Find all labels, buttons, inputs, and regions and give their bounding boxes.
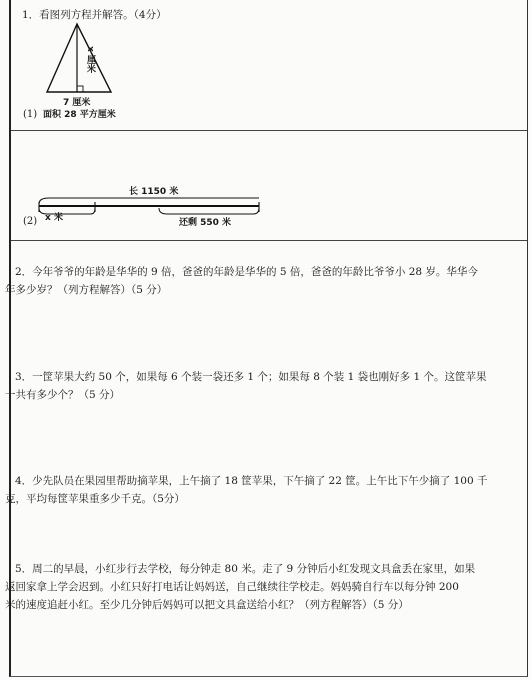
triangle-base-label: 7 厘米 bbox=[63, 98, 91, 108]
right-angle-mark bbox=[77, 86, 83, 92]
q2-line1: 2．今年爷爷的年龄是华华的 9 倍，爸爸的年龄是华华的 5 倍，爸爸的年龄比爷爷小 28 岁。华华今 bbox=[15, 266, 478, 278]
triangle-area-caption: 面积 28 平方厘米 bbox=[43, 110, 116, 120]
q5-line3: 米的速度追赶小红。至少几分钟后妈妈可以把文具盒送给小红？（列方程解答）（5 分） bbox=[5, 599, 409, 611]
q5-line1: 5．周二的早晨，小红步行去学校，每分钟走 80 米。走了 9 分钟后小红发现文具盒丢在家里，如果 bbox=[15, 563, 476, 575]
triangle-height-label: x 厘米 bbox=[85, 46, 95, 73]
q1-heading: 1．看图列方程并解答。（4分） bbox=[22, 9, 167, 21]
bar-total-label: 长 1150 米 bbox=[129, 187, 179, 197]
q1-sub2-number: (2) bbox=[23, 216, 38, 227]
section-divider bbox=[11, 240, 527, 241]
bar-diagram bbox=[35, 194, 265, 216]
q4-line2: 克，平均每筐苹果重多少千克。（5分） bbox=[5, 493, 185, 505]
bar-remain-label: 还剩 550 米 bbox=[179, 218, 232, 228]
q1-sub1-number: (1) bbox=[23, 109, 38, 120]
section-divider bbox=[11, 130, 527, 131]
exam-page-frame bbox=[5, 0, 528, 677]
q3-line2: 一共有多少个？（5 分） bbox=[5, 389, 121, 401]
q5-line2: 返回家拿上学会迟到。小红只好打电话让妈妈送，自己继续往学校走。妈妈骑自行车以每分钟 200 bbox=[5, 581, 459, 593]
bar-x-label: x 米 bbox=[45, 213, 63, 223]
total-brace bbox=[39, 198, 259, 204]
triangle-shape bbox=[47, 24, 111, 92]
q2-line2: 年多少岁？（列方程解答）（5 分） bbox=[5, 284, 168, 296]
q4-line1: 4．少先队员在果园里帮助摘苹果，上午摘了 18 筐苹果，下午摘了 22 筐。上午比下午少摘了 100 千 bbox=[15, 475, 488, 487]
q3-line1: 3．一筐苹果大约 50 个，如果每 6 个装一袋还多 1 个；如果每 8 个装 1 袋也刚好多 1 个。这筐苹果 bbox=[15, 371, 487, 383]
